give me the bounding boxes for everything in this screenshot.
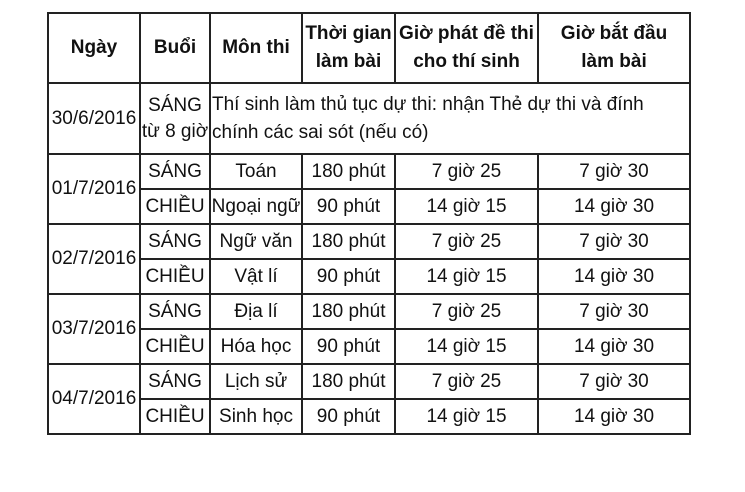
table-row	[48, 189, 690, 224]
date-cell: 04/7/2016	[48, 364, 140, 434]
notice-session-line1: SÁNG	[148, 94, 202, 116]
date-cell: 03/7/2016	[48, 294, 140, 364]
duration-cell: 90 phút	[302, 399, 395, 434]
subject-cell: Ngoại ngữ	[210, 189, 302, 224]
session-cell: CHIỀU	[140, 329, 210, 364]
session-cell: SÁNG	[140, 224, 210, 259]
duration-cell: 180 phút	[302, 294, 395, 329]
paper-time-cell: 14 giờ 15	[395, 259, 538, 294]
paper-time-cell: 7 giờ 25	[395, 294, 538, 329]
notice-row	[48, 83, 690, 154]
duration-cell: 90 phút	[302, 329, 395, 364]
notice-session-line2: từ 8 giờ	[141, 120, 209, 142]
session-cell: SÁNG	[140, 364, 210, 399]
header-subject: Môn thi	[210, 13, 302, 83]
header-duration-line2: làm bài	[315, 51, 382, 72]
header-date: Ngày	[48, 13, 140, 83]
subject-cell: Hóa học	[210, 329, 302, 364]
paper-time-cell: 14 giờ 15	[395, 329, 538, 364]
duration-cell: 90 phút	[302, 259, 395, 294]
duration-cell: 180 phút	[302, 154, 395, 189]
date-cell: 01/7/2016	[48, 154, 140, 224]
start-time-cell: 14 giờ 30	[538, 259, 690, 294]
header-start-time	[538, 13, 690, 83]
subject-cell: Ngữ văn	[210, 224, 302, 259]
session-cell: SÁNG	[140, 294, 210, 329]
start-time-cell: 7 giờ 30	[538, 294, 690, 329]
table-row	[48, 329, 690, 364]
start-time-cell: 14 giờ 30	[538, 329, 690, 364]
header-start-time-line2: làm bài	[581, 51, 647, 72]
duration-cell: 90 phút	[302, 189, 395, 224]
notice-date: 30/6/2016	[48, 83, 140, 154]
header-session: Buổi	[140, 13, 210, 83]
paper-time-cell: 14 giờ 15	[395, 399, 538, 434]
header-paper-time-line2: cho thí sinh	[413, 51, 520, 72]
start-time-cell: 7 giờ 30	[538, 224, 690, 259]
notice-session	[140, 83, 210, 154]
header-row	[48, 13, 690, 83]
date-cell: 02/7/2016	[48, 224, 140, 294]
header-paper-time-line1: Giờ phát đề thi	[399, 23, 534, 44]
duration-cell: 180 phút	[302, 224, 395, 259]
table-row	[48, 154, 690, 189]
header-duration	[302, 13, 395, 83]
exam-schedule-table	[47, 12, 691, 435]
header-start-time-line1: Giờ bắt đầu	[560, 23, 668, 44]
session-cell: CHIỀU	[140, 399, 210, 434]
session-cell: SÁNG	[140, 154, 210, 189]
table-row	[48, 224, 690, 259]
start-time-cell: 14 giờ 30	[538, 399, 690, 434]
table-row	[48, 259, 690, 294]
subject-cell: Vật lí	[210, 259, 302, 294]
paper-time-cell: 7 giờ 25	[395, 364, 538, 399]
header-duration-line1: Thời gian	[305, 23, 392, 44]
start-time-cell: 14 giờ 30	[538, 189, 690, 224]
paper-time-cell: 7 giờ 25	[395, 154, 538, 189]
notice-text: Thí sinh làm thủ tục dự thi: nhận Thẻ dự thi và đính chính các sai sót (nếu có)	[210, 83, 690, 154]
header-paper-time	[395, 13, 538, 83]
start-time-cell: 7 giờ 30	[538, 154, 690, 189]
duration-cell: 180 phút	[302, 364, 395, 399]
subject-cell: Sinh học	[210, 399, 302, 434]
table-row	[48, 364, 690, 399]
subject-cell: Lịch sử	[210, 364, 302, 399]
session-cell: CHIỀU	[140, 259, 210, 294]
subject-cell: Toán	[210, 154, 302, 189]
start-time-cell: 7 giờ 30	[538, 364, 690, 399]
table-row	[48, 399, 690, 434]
paper-time-cell: 7 giờ 25	[395, 224, 538, 259]
paper-time-cell: 14 giờ 15	[395, 189, 538, 224]
session-cell: CHIỀU	[140, 189, 210, 224]
subject-cell: Địa lí	[210, 294, 302, 329]
table-row	[48, 294, 690, 329]
